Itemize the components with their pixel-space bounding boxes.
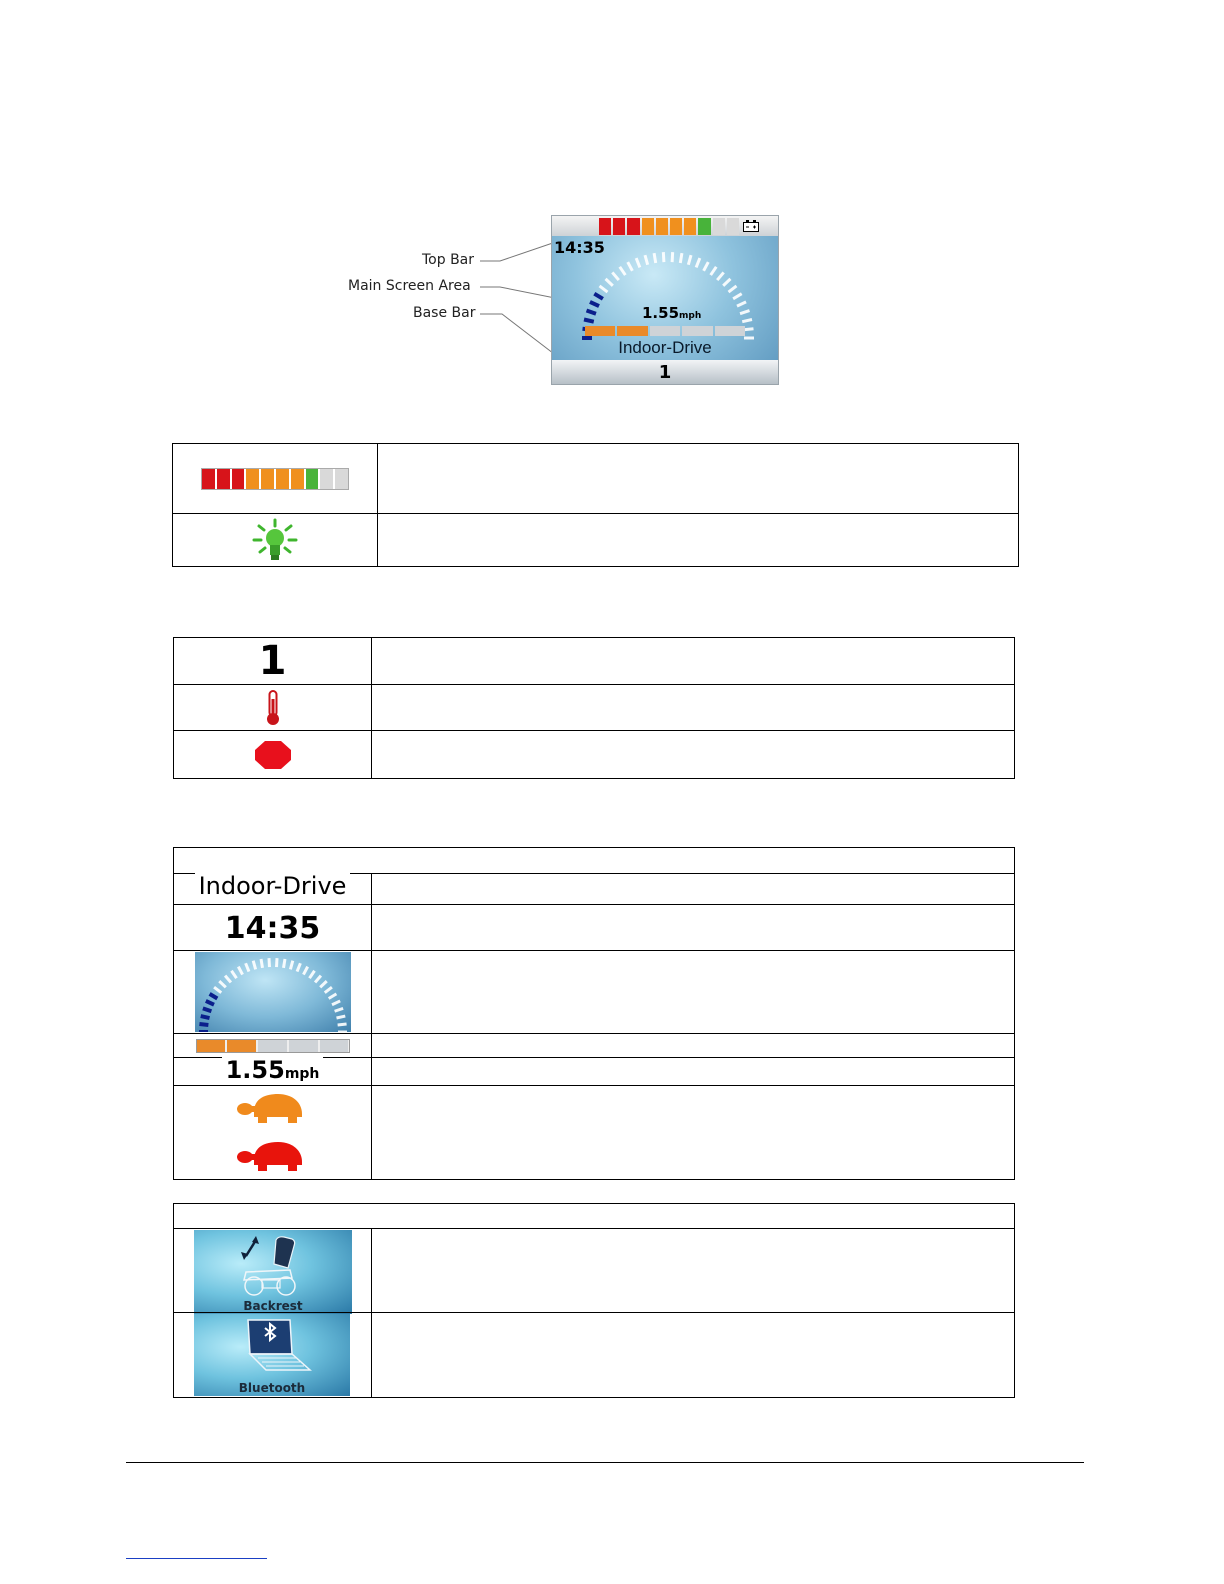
battery-segment (232, 469, 245, 489)
speed-readout-icon: 1.55mph (222, 1056, 324, 1084)
top-bar (552, 216, 778, 236)
gauge-segment (688, 255, 691, 265)
table-row (174, 1057, 1014, 1086)
gauge-segment (620, 267, 626, 275)
bluetooth-function-icon (194, 1314, 350, 1396)
gauge-segment (309, 971, 314, 978)
lightbulb-icon (251, 518, 299, 562)
gauge-segment (672, 252, 673, 262)
gauge-segment (261, 959, 262, 968)
laptop-bluetooth-icon (238, 1318, 314, 1378)
gauge-segment (645, 255, 648, 265)
gauge-segment (636, 258, 640, 267)
speed-bar-segment (682, 326, 712, 336)
gauge-segment (253, 961, 255, 970)
gauge-segment (594, 294, 603, 299)
speed-bar-segment (227, 1040, 256, 1052)
turtle-red-icon (236, 1140, 306, 1172)
footer-link-underline[interactable] (126, 1542, 267, 1559)
gauge-segment (214, 987, 221, 992)
battery-gauge-icon (201, 468, 349, 490)
function-caption: Backrest (243, 1299, 303, 1313)
stop-sign-icon (254, 740, 292, 770)
backrest-function-icon (194, 1230, 352, 1314)
gauge-segment (740, 311, 749, 314)
gauge-segment (628, 262, 633, 271)
gauge-segment (201, 1016, 210, 1018)
footer-rule (126, 1462, 1084, 1463)
gauge-segment (203, 1008, 212, 1011)
gauge-segment (729, 286, 737, 292)
gauge-segment (696, 258, 700, 267)
table-row (174, 730, 1014, 778)
speed-bar-segment (320, 1040, 349, 1052)
display-overview-diagram (330, 200, 790, 390)
battery-segment (656, 218, 668, 235)
top-bar-icons-table (172, 443, 1019, 567)
screen-profile-number: 1 (658, 362, 672, 383)
screen-profile-name: Indoor-Drive (618, 338, 712, 357)
screen-speed-readout: 1.55mph (642, 304, 702, 322)
base-bar-icons-table (173, 637, 1015, 779)
label-main-screen-area: Main Screen Area (348, 278, 471, 294)
gauge-segment (742, 320, 752, 322)
speed-bar-segment (289, 1040, 318, 1052)
turtle-orange-icon (236, 1092, 306, 1124)
speed-bar (585, 326, 745, 336)
gauge-segment (704, 262, 709, 271)
speed-bar-segment (617, 326, 647, 336)
battery-segment (599, 218, 611, 235)
table-row (174, 950, 1014, 1034)
speed-gauge (195, 952, 351, 1032)
gauge-segment (612, 272, 618, 280)
gauge-segment (315, 976, 321, 983)
gauge-segment (680, 253, 682, 263)
table-row (174, 1228, 1014, 1313)
gauge-segment (663, 252, 664, 262)
wheelchair-backrest-icon (232, 1234, 314, 1298)
table-row (174, 904, 1014, 951)
table-row (174, 873, 1014, 905)
speed-bar-segment (715, 326, 745, 336)
battery-segment (261, 469, 274, 489)
leader-base-bar (480, 314, 562, 360)
drive-screen-table (173, 847, 1015, 1180)
battery-segment (202, 469, 215, 489)
gauge-segment (246, 963, 249, 971)
gauge-segment (600, 286, 608, 292)
battery-segment (335, 469, 348, 489)
gauge-segment (225, 976, 231, 983)
battery-segment (642, 218, 654, 235)
speed-bar-segment (650, 326, 680, 336)
battery-segment (276, 469, 289, 489)
screen-time: 14:35 (554, 238, 605, 257)
table-row (174, 1033, 1014, 1058)
gauge-segment (338, 1024, 347, 1025)
function-screen-table (173, 1203, 1015, 1398)
label-top-bar: Top Bar (422, 252, 475, 268)
gauge-segment (238, 967, 242, 975)
gauge-segment (711, 267, 717, 275)
gauge-segment (335, 1008, 344, 1011)
profile-name-icon: Indoor-Drive (195, 872, 351, 900)
function-caption: Bluetooth (238, 1381, 306, 1395)
battery-segment (727, 218, 739, 235)
battery-icon (743, 220, 759, 232)
battery-segment (627, 218, 639, 235)
battery-segment (613, 218, 625, 235)
table-row (173, 513, 1018, 566)
gauge-segment (206, 1001, 214, 1005)
battery-gauge (599, 218, 739, 235)
gauge-segment (733, 294, 742, 299)
gauge-segment (336, 1016, 345, 1018)
battery-segment (670, 218, 682, 235)
speedometer-gauge-icon (195, 952, 351, 1032)
speed-bar-segment (197, 1040, 226, 1052)
base-bar (552, 360, 778, 384)
gauge-segment (723, 279, 730, 286)
gauge-segment (325, 987, 332, 992)
gauge-segment (320, 981, 327, 987)
gauge-segment (584, 320, 594, 322)
gauge-segment (744, 329, 754, 330)
table-row (174, 1085, 1014, 1179)
speed-bar-segment (258, 1040, 287, 1052)
gauge-segment (297, 963, 300, 971)
gauge-segment (332, 1001, 340, 1005)
profile-number-icon: 1 (258, 638, 287, 684)
table-row (174, 1312, 1014, 1397)
battery-segment (246, 469, 259, 489)
gauge-segment (737, 302, 746, 306)
speed-bar-icon (196, 1039, 350, 1053)
battery-segment (291, 469, 304, 489)
gauge-segment (199, 1024, 208, 1025)
clock-icon: 14:35 (224, 910, 321, 946)
battery-segment (217, 469, 230, 489)
gauge-segment (231, 971, 236, 978)
gauge-segment (284, 959, 285, 968)
battery-segment (684, 218, 696, 235)
display-screen (551, 215, 779, 385)
gauge-segment (329, 994, 337, 999)
table-row (174, 638, 1014, 684)
speed-bar-segment (585, 326, 615, 336)
label-base-bar: Base Bar (413, 305, 476, 321)
gauge-segment (210, 994, 218, 999)
gauge-segment (590, 302, 599, 306)
gauge-segment (717, 272, 723, 280)
gauge-segment (303, 967, 307, 975)
gauge-segment (587, 311, 596, 314)
table-row (174, 684, 1014, 731)
gauge-segment (219, 981, 226, 987)
battery-segment (713, 218, 725, 235)
battery-segment (320, 469, 333, 489)
battery-segment (306, 469, 319, 489)
thermometer-icon (263, 689, 283, 727)
gauge-segment (290, 961, 292, 970)
table-row (173, 444, 1018, 513)
gauge-segment (606, 279, 613, 286)
battery-segment (698, 218, 710, 235)
gauge-segment (654, 253, 656, 263)
